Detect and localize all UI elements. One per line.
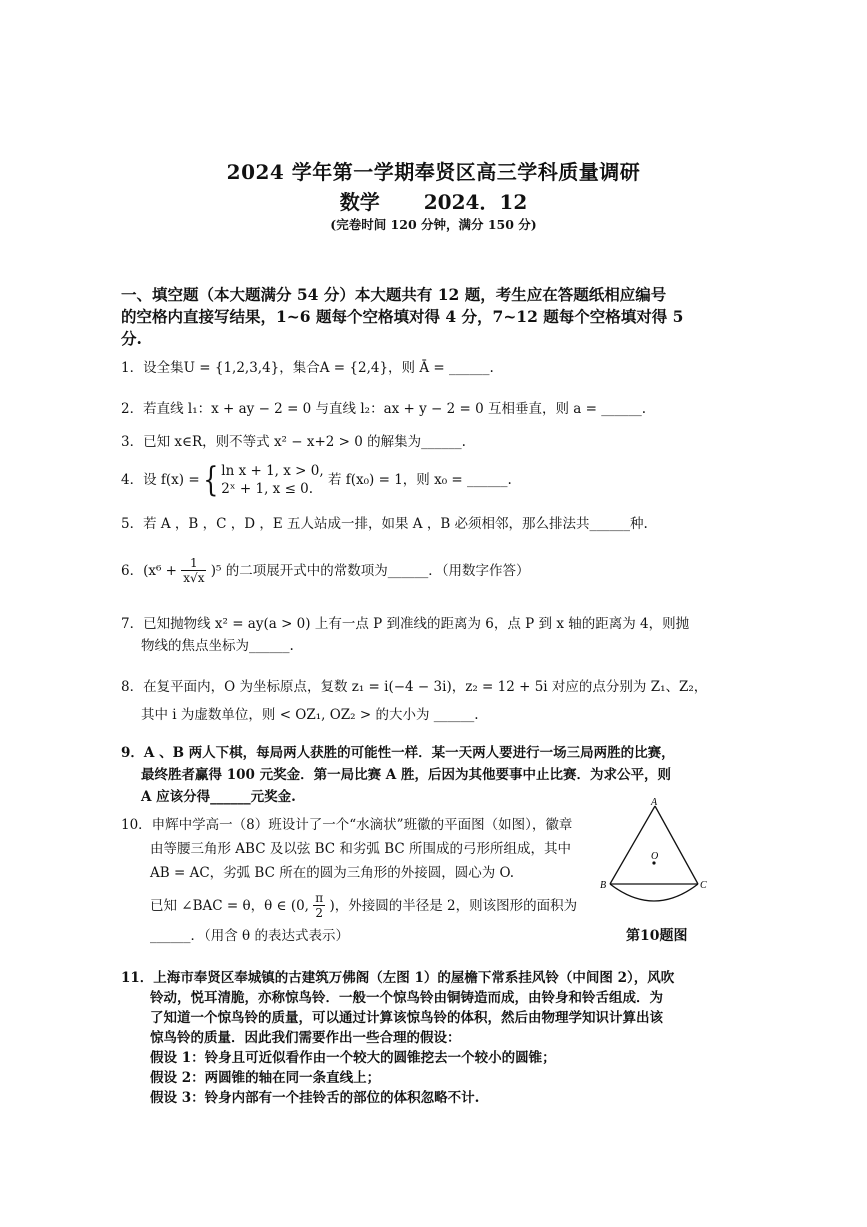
q11-line: 惊鸟铃的质量．因此我们需要作出一些合理的假设：: [150, 1030, 461, 1046]
minor-arc-bc: [610, 884, 698, 901]
figure-10-caption: 第10题图: [626, 928, 688, 944]
q7-line: 7．已知抛物线 x² = ay(a > 0) 上有一点 P 到准线的距离为 6，点 P 到 x 轴的距离为 4，则抛: [121, 616, 690, 632]
q11-hypothesis-3: 假设 3：铃身内部有一个挂铃舌的部位的体积忽略不计.: [150, 1090, 480, 1106]
q10-line: ______．（用含 θ 的表达式表示）: [150, 928, 349, 944]
q4-cases: [221, 462, 323, 498]
q4-prefix: 4．设 f(x) =: [121, 472, 200, 488]
q10-line: [121, 891, 577, 920]
q6-suffix: )⁵ 的二项展开式中的常数项为______．（用数字作答）: [210, 562, 530, 579]
section-heading-line: 分.: [121, 329, 142, 348]
q10-fraction-bottom: 2: [315, 906, 324, 920]
question-8: [121, 676, 707, 726]
section-heading-line: 一、填空题（本大题满分 54 分）本大题共有 12 题，考生应在答题纸相应编号: [121, 285, 667, 304]
section-heading: [121, 284, 684, 350]
q10-condition-b: )，外接圆的半径是 2，则该图形的面积为: [329, 897, 578, 914]
q11-line: 铃动，悦耳清脆，亦称惊鸟铃．一般一个惊鸟铃由铜铸造而成，由铃身和铃舌组成．为: [150, 990, 663, 1006]
q6-fraction: [181, 556, 206, 585]
q8-line: 其中 i 为虚数单位，则 < OZ₁, OZ₂ > 的大小为 ______.: [141, 707, 479, 723]
q6-prefix: 6．(x⁶ +: [121, 562, 177, 579]
q11-line: 11．上海市奉贤区奉城镇的古建筑万佛阁（左图 1）的屋檐下常系挂风铃（中间图 2），风吹: [121, 970, 675, 986]
exam-info: (完卷时间 120 分钟，满分 150 分): [330, 217, 537, 232]
q4-case-1: ln x + 1, x > 0,: [221, 463, 324, 479]
q10-fraction: [313, 891, 325, 920]
label-c: C: [700, 880, 707, 891]
q4-brace: {: [202, 460, 219, 500]
segment-ab: [610, 806, 655, 884]
label-o: O: [651, 851, 659, 862]
q11-hypothesis-1: 假设 1：铃身且可近似看作由一个较大的圆锥挖去一个较小的圆锥；: [150, 1050, 556, 1066]
question-10: [121, 813, 577, 948]
segment-ac: [655, 806, 698, 884]
q4-suffix: 若 f(x₀) = 1，则 x₀ = ______.: [327, 472, 512, 488]
q11-hypothesis-2: 假设 2：两圆锥的轴在同一条直线上；: [150, 1070, 381, 1086]
q6-fraction-bottom: x√x: [183, 571, 205, 585]
q10-line: AB = AC，劣弧 BC 所在的圆为三角形的外接圆，圆心为 O.: [150, 865, 515, 881]
q7-line: 物线的焦点坐标为______.: [141, 638, 294, 654]
q8-line: 8．在复平面内，O 为坐标原点，复数 z₁ = i(−4 − 3i)，z₂ = 12 + 5i 对应的点分别为 Z₁、Z₂，: [121, 679, 708, 695]
q11-line: 了知道一个惊鸟铃的质量，可以通过计算该惊鸟铃的体积，然后由物理学知识计算出该: [150, 1010, 663, 1026]
question-2: 2．若直线 l₁：x + ay − 2 = 0 与直线 l₂：ax + y − 2 = 0 互相垂直，则 a = ______.: [121, 401, 647, 417]
q10-line: 由等腰三角形 ABC 及以弦 BC 和劣弧 BC 所围成的弓形所组成，其中: [150, 841, 571, 857]
exam-title: 2024 学年第一学期奉贤区高三学科质量调研: [226, 160, 641, 184]
question-5: 5．若 A ，B ，C ，D ，E 五人站成一排，如果 A ，B 必须相邻，那么排法共______种.: [121, 516, 648, 532]
q10-condition-a: 已知 ∠BAC = θ，θ ∈ (0,: [150, 897, 309, 914]
figure-10-drawing: [600, 797, 707, 930]
section-heading-line: 的空格内直接写结果，1~6 题每个空格填对得 4 分，7~12 题每个空格填对得 5: [121, 307, 684, 326]
q4-case-2: 2ˣ + 1, x ≤ 0.: [221, 481, 314, 497]
q10-line: 10．申辉中学高一（8）班设计了一个“水滴状”班徽的平面图（如图），徽章: [121, 817, 573, 833]
label-a: A: [651, 797, 658, 808]
exam-date: 2024．12: [423, 190, 528, 214]
q9-line: A 应该分得______元奖金.: [141, 789, 296, 805]
question-3: 3．已知 x∈R，则不等式 x² − x+2 > 0 的解集为______.: [121, 434, 466, 450]
question-6: [121, 556, 530, 585]
q9-line: 9．A 、B 两人下棋，每局两人获胜的可能性一样．某一天两人要进行一场三局两胜的比赛，: [121, 745, 675, 761]
question-4: [121, 462, 512, 498]
question-7: [121, 613, 689, 657]
q10-fraction-top: π: [315, 891, 324, 905]
q9-line: 最终胜者赢得 100 元奖金．第一局比赛 A 胜，后因为其他要事中止比赛．为求公平，则: [141, 767, 671, 783]
question-9: [121, 742, 675, 808]
question-11: [121, 968, 676, 1108]
subject-line: [0, 186, 867, 215]
subject-name: 数学: [339, 190, 380, 214]
label-b: B: [600, 880, 607, 891]
q6-fraction-top: 1: [181, 556, 206, 571]
question-1: 1．设全集U = {1,2,3,4}，集合A = {2,4}，则 Ā = ______.: [121, 360, 494, 376]
